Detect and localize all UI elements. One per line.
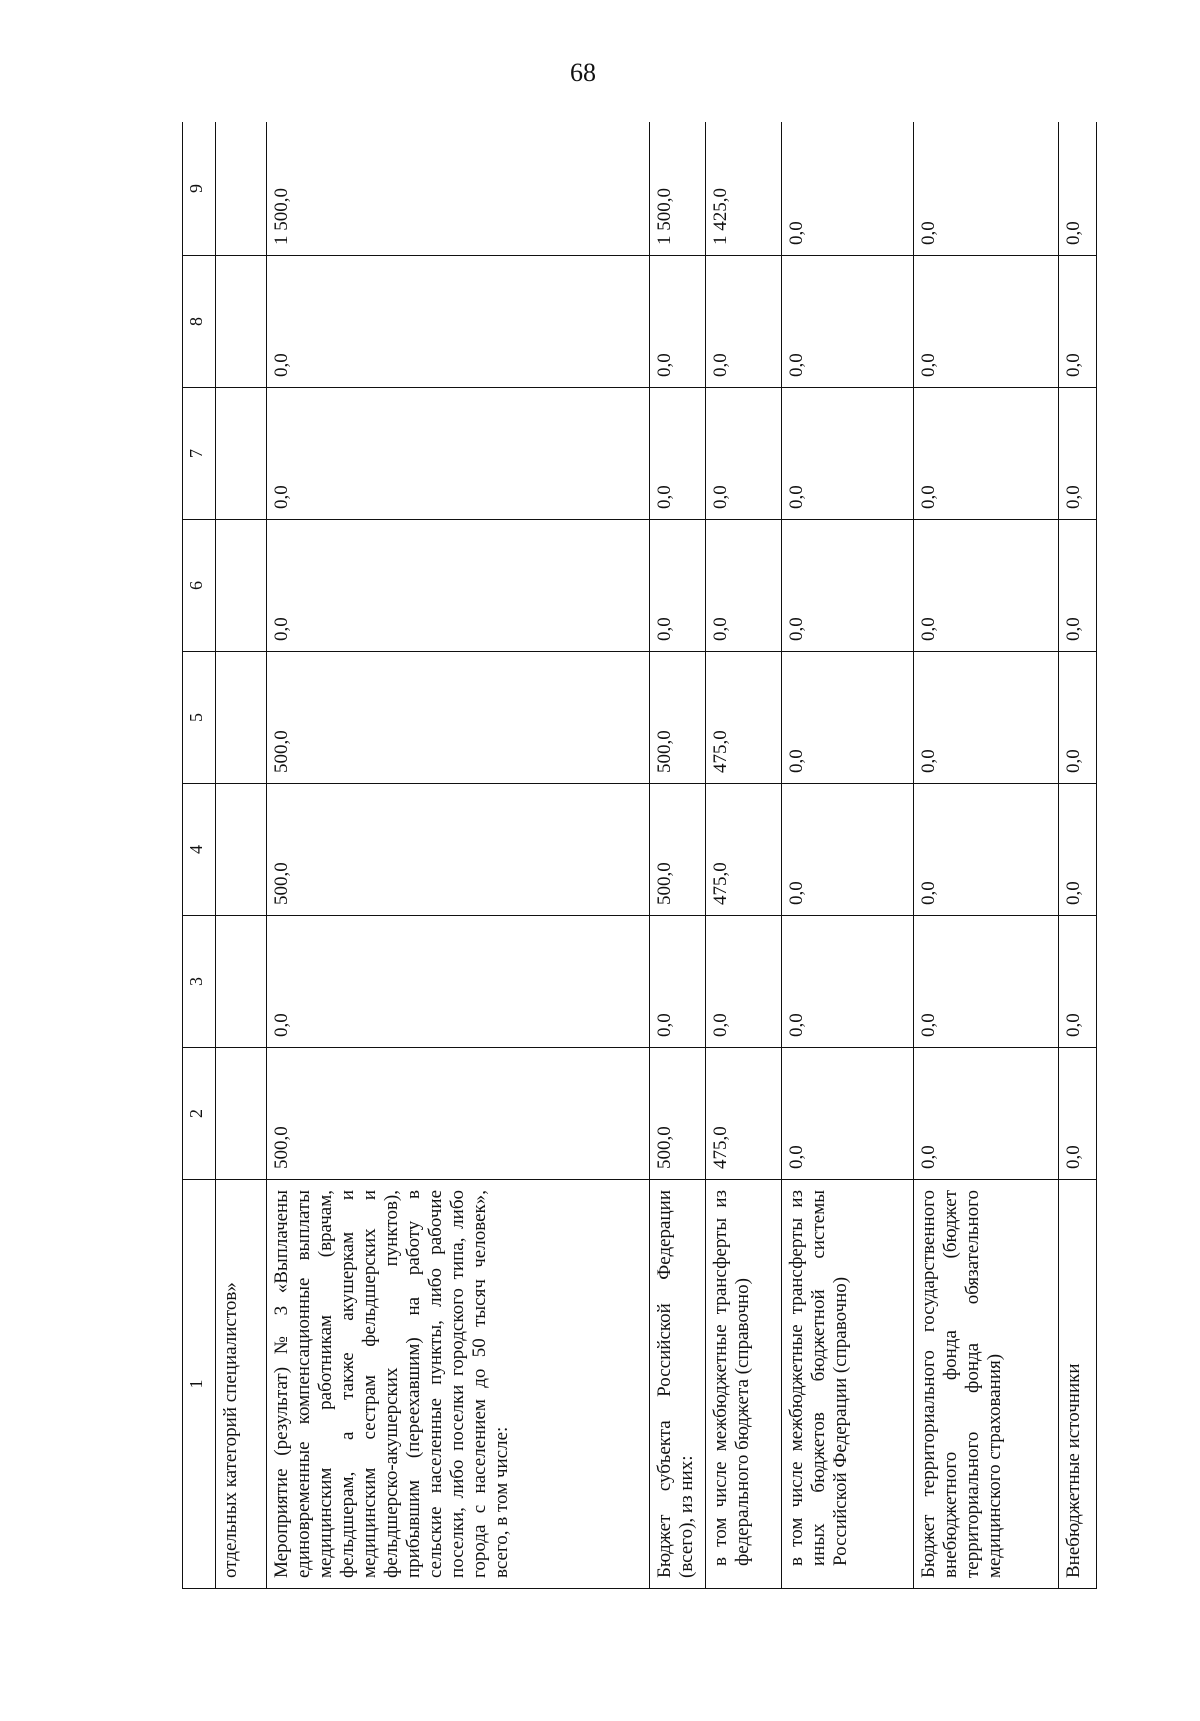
value-cell: 0,0 xyxy=(649,388,705,520)
table-row xyxy=(215,122,266,1589)
header-cell: 6 xyxy=(183,520,216,652)
value-cell: 500,0 xyxy=(649,652,705,784)
table-row xyxy=(782,122,914,1589)
value-cell: 0,0 xyxy=(1058,520,1096,652)
value-cell: 0,0 xyxy=(914,1048,1059,1180)
value-cell: 0,0 xyxy=(914,916,1059,1048)
budget-table xyxy=(182,122,1097,1589)
header-row xyxy=(183,122,216,1589)
value-cell: 0,0 xyxy=(914,520,1059,652)
rotated-table-container xyxy=(182,122,1097,1589)
table-row xyxy=(266,122,649,1589)
value-cell: 500,0 xyxy=(266,652,649,784)
value-cell: 0,0 xyxy=(782,652,914,784)
value-cell: 0,0 xyxy=(266,256,649,388)
row-description: Внебюджетные источники xyxy=(1058,1180,1096,1589)
header-cell: 1 xyxy=(183,1180,216,1589)
value-cell xyxy=(215,652,266,784)
value-cell: 500,0 xyxy=(266,784,649,916)
value-cell xyxy=(215,388,266,520)
row-description: в том числе межбюджетные трансферты из иных бюджетов бюджетной системы Российской Федерации (справочно) xyxy=(782,1180,914,1589)
row-description: Бюджет субъекта Российской Федерации (всего), из них: xyxy=(649,1180,705,1589)
header-cell: 5 xyxy=(183,652,216,784)
value-cell xyxy=(215,122,266,256)
value-cell xyxy=(215,916,266,1048)
value-cell xyxy=(215,784,266,916)
value-cell: 0,0 xyxy=(1058,916,1096,1048)
value-cell: 0,0 xyxy=(705,916,782,1048)
header-cell: 4 xyxy=(183,784,216,916)
value-cell: 500,0 xyxy=(649,1048,705,1180)
value-cell: 1 425,0 xyxy=(705,122,782,256)
row-description: отдельных категорий специалистов» xyxy=(215,1180,266,1589)
header-cell: 8 xyxy=(183,256,216,388)
value-cell: 500,0 xyxy=(649,784,705,916)
value-cell: 0,0 xyxy=(914,652,1059,784)
header-cell: 3 xyxy=(183,916,216,1048)
value-cell: 0,0 xyxy=(914,256,1059,388)
value-cell: 0,0 xyxy=(1058,122,1096,256)
value-cell: 0,0 xyxy=(914,784,1059,916)
value-cell: 0,0 xyxy=(782,122,914,256)
value-cell: 0,0 xyxy=(266,916,649,1048)
row-description: Мероприятие (результат) № 3 «Выплачены единовременные компенсационные выплаты медицинским работникам (врачам, фельдшерам, а также акушеркам и медицинским сестрам фельдшерских и фельдшерско-акушерских пунктов), прибывшим (переехавшим) на работу в сельские населенные пункты, либо рабочие поселки, либо поселки городского типа, либо города с населением до 50 тысяч человек», всего, в том числе: xyxy=(266,1180,649,1589)
value-cell: 0,0 xyxy=(266,388,649,520)
value-cell: 500,0 xyxy=(266,1048,649,1180)
value-cell: 0,0 xyxy=(705,256,782,388)
value-cell: 0,0 xyxy=(782,388,914,520)
header-cell: 7 xyxy=(183,388,216,520)
table-row xyxy=(705,122,782,1589)
value-cell: 1 500,0 xyxy=(266,122,649,256)
value-cell: 0,0 xyxy=(705,388,782,520)
value-cell: 0,0 xyxy=(914,388,1059,520)
value-cell: 0,0 xyxy=(649,520,705,652)
page-number: 68 xyxy=(570,58,596,87)
value-cell: 0,0 xyxy=(1058,784,1096,916)
table-wrapper xyxy=(182,122,1097,1589)
value-cell: 0,0 xyxy=(782,1048,914,1180)
value-cell: 0,0 xyxy=(649,916,705,1048)
value-cell: 0,0 xyxy=(266,520,649,652)
table-row xyxy=(1058,122,1096,1589)
header-cell: 9 xyxy=(183,122,216,256)
row-description: Бюджет территориального государственного внебюджетного фонда (бюджет территориального фонда обязательного медицинского страхования) xyxy=(914,1180,1059,1589)
value-cell xyxy=(215,256,266,388)
value-cell: 475,0 xyxy=(705,1048,782,1180)
value-cell: 0,0 xyxy=(1058,1048,1096,1180)
value-cell xyxy=(215,1048,266,1180)
value-cell: 0,0 xyxy=(705,520,782,652)
value-cell: 0,0 xyxy=(782,256,914,388)
value-cell: 475,0 xyxy=(705,652,782,784)
value-cell: 0,0 xyxy=(782,916,914,1048)
row-description: в том числе межбюджетные трансферты из федерального бюджета (справочно) xyxy=(705,1180,782,1589)
header-cell: 2 xyxy=(183,1048,216,1180)
value-cell: 0,0 xyxy=(782,784,914,916)
value-cell: 1 500,0 xyxy=(649,122,705,256)
value-cell xyxy=(215,520,266,652)
value-cell: 0,0 xyxy=(1058,256,1096,388)
table-row xyxy=(914,122,1059,1589)
value-cell: 475,0 xyxy=(705,784,782,916)
table-row xyxy=(649,122,705,1589)
value-cell: 0,0 xyxy=(782,520,914,652)
value-cell: 0,0 xyxy=(1058,652,1096,784)
value-cell: 0,0 xyxy=(649,256,705,388)
value-cell: 0,0 xyxy=(1058,388,1096,520)
value-cell: 0,0 xyxy=(914,122,1059,256)
